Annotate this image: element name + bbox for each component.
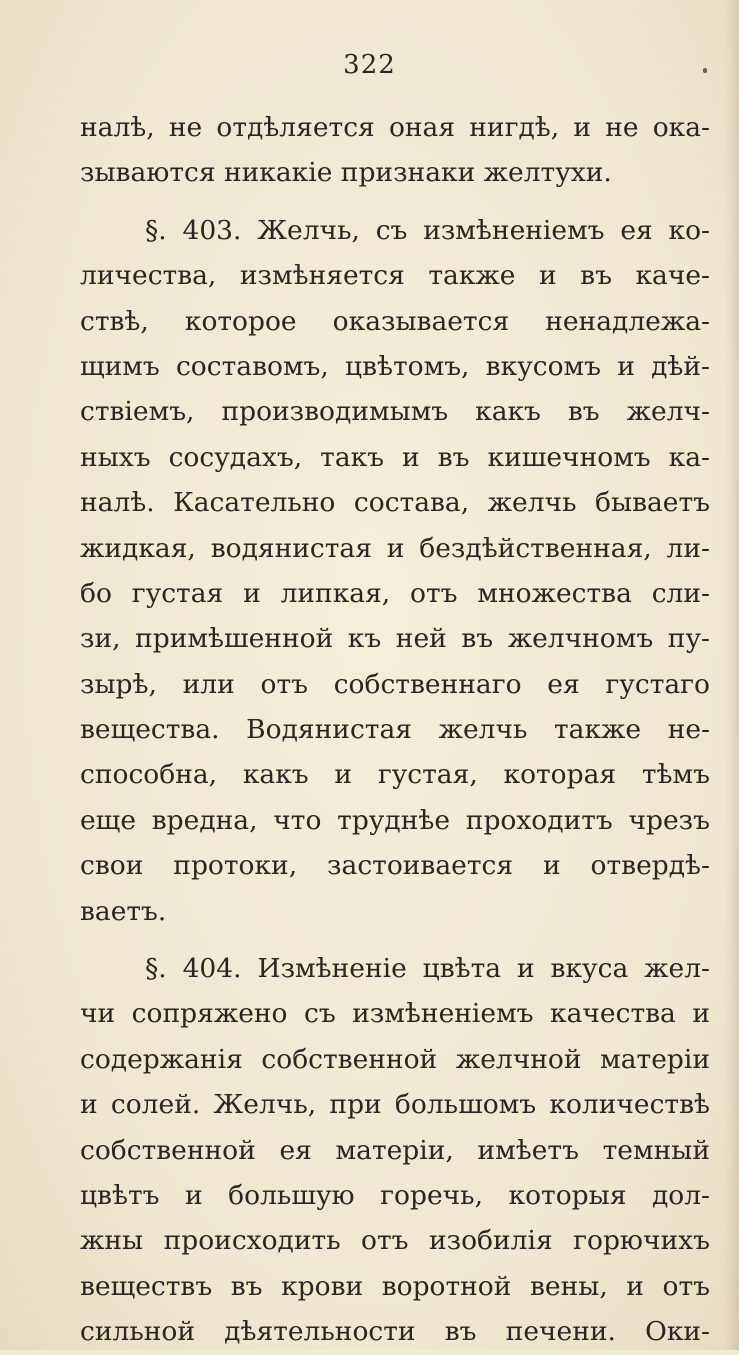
body-text [80, 105, 710, 1355]
text-line: еще вредна, что труднѣе проходитъ чрезъ [80, 804, 710, 836]
text-line: ныхъ сосудахъ, такъ и въ кишечномъ ка- [80, 441, 710, 473]
section-404-heading-line: §. 404. Измѣненіе цвѣта и вкуса жел- [145, 953, 710, 985]
text-line: жны происходить отъ изобилія горючихъ [80, 1225, 710, 1257]
text-line: ствіемъ, производимымъ какъ въ желч- [80, 396, 710, 428]
text-line: зываются никакіе признаки желтухи. [80, 157, 612, 189]
text-line: зи, примѣшенной къ ней въ желчномъ пу- [80, 623, 710, 655]
text-line: бо густая и липкая, отъ множества сли- [80, 577, 710, 609]
text-line: вещества. Водянистая желчь также не- [80, 714, 710, 746]
text-line: веществъ въ крови воротной вены, и отъ [80, 1270, 710, 1302]
page-number: 322 [343, 50, 396, 80]
text-line: налѣ. Касательно состава, желчь бываетъ [80, 487, 710, 519]
text-line: сильной дѣятельности въ печени. Оки- [80, 1316, 710, 1348]
page-edge-shadow [725, 0, 739, 1350]
text-line: ваетъ. [80, 895, 167, 927]
text-line: собственной ея матеріи, имѣетъ темный [80, 1134, 710, 1166]
ink-speck [703, 68, 707, 73]
text-line: содержанія собственной желчной матеріи [80, 1043, 710, 1075]
text-line: чи сопряжено съ измѣненіемъ качества и [80, 998, 710, 1030]
text-line: жидкая, водянистая и бездѣйственная, ли- [80, 532, 710, 564]
text-line: ствѣ, которое оказывается ненадлежа- [80, 305, 710, 337]
text-line: налѣ, не отдѣляется оная нигдѣ, и не ока- [80, 112, 710, 143]
text-line: свои протоки, застоивается и отвердѣ- [80, 850, 710, 882]
text-line: и солей. Желчь, при большомъ количествѣ [80, 1089, 710, 1121]
text-line: щимъ составомъ, цвѣтомъ, вкусомъ и дѣй- [80, 350, 710, 382]
text-line: способна, какъ и густая, которая тѣмъ [80, 759, 710, 791]
section-403-heading-line: §. 403. Желчь, съ измѣненіемъ ея ко- [145, 214, 710, 246]
paragraph-gap [80, 934, 710, 946]
paragraph-gap [80, 196, 710, 208]
text-line: цвѣтъ и большую горечь, которыя дол- [80, 1179, 710, 1211]
text-line: личества, измѣняется также и въ каче- [80, 260, 710, 292]
text-line: зырѣ, или отъ собственнаго ея густаго [80, 668, 710, 700]
